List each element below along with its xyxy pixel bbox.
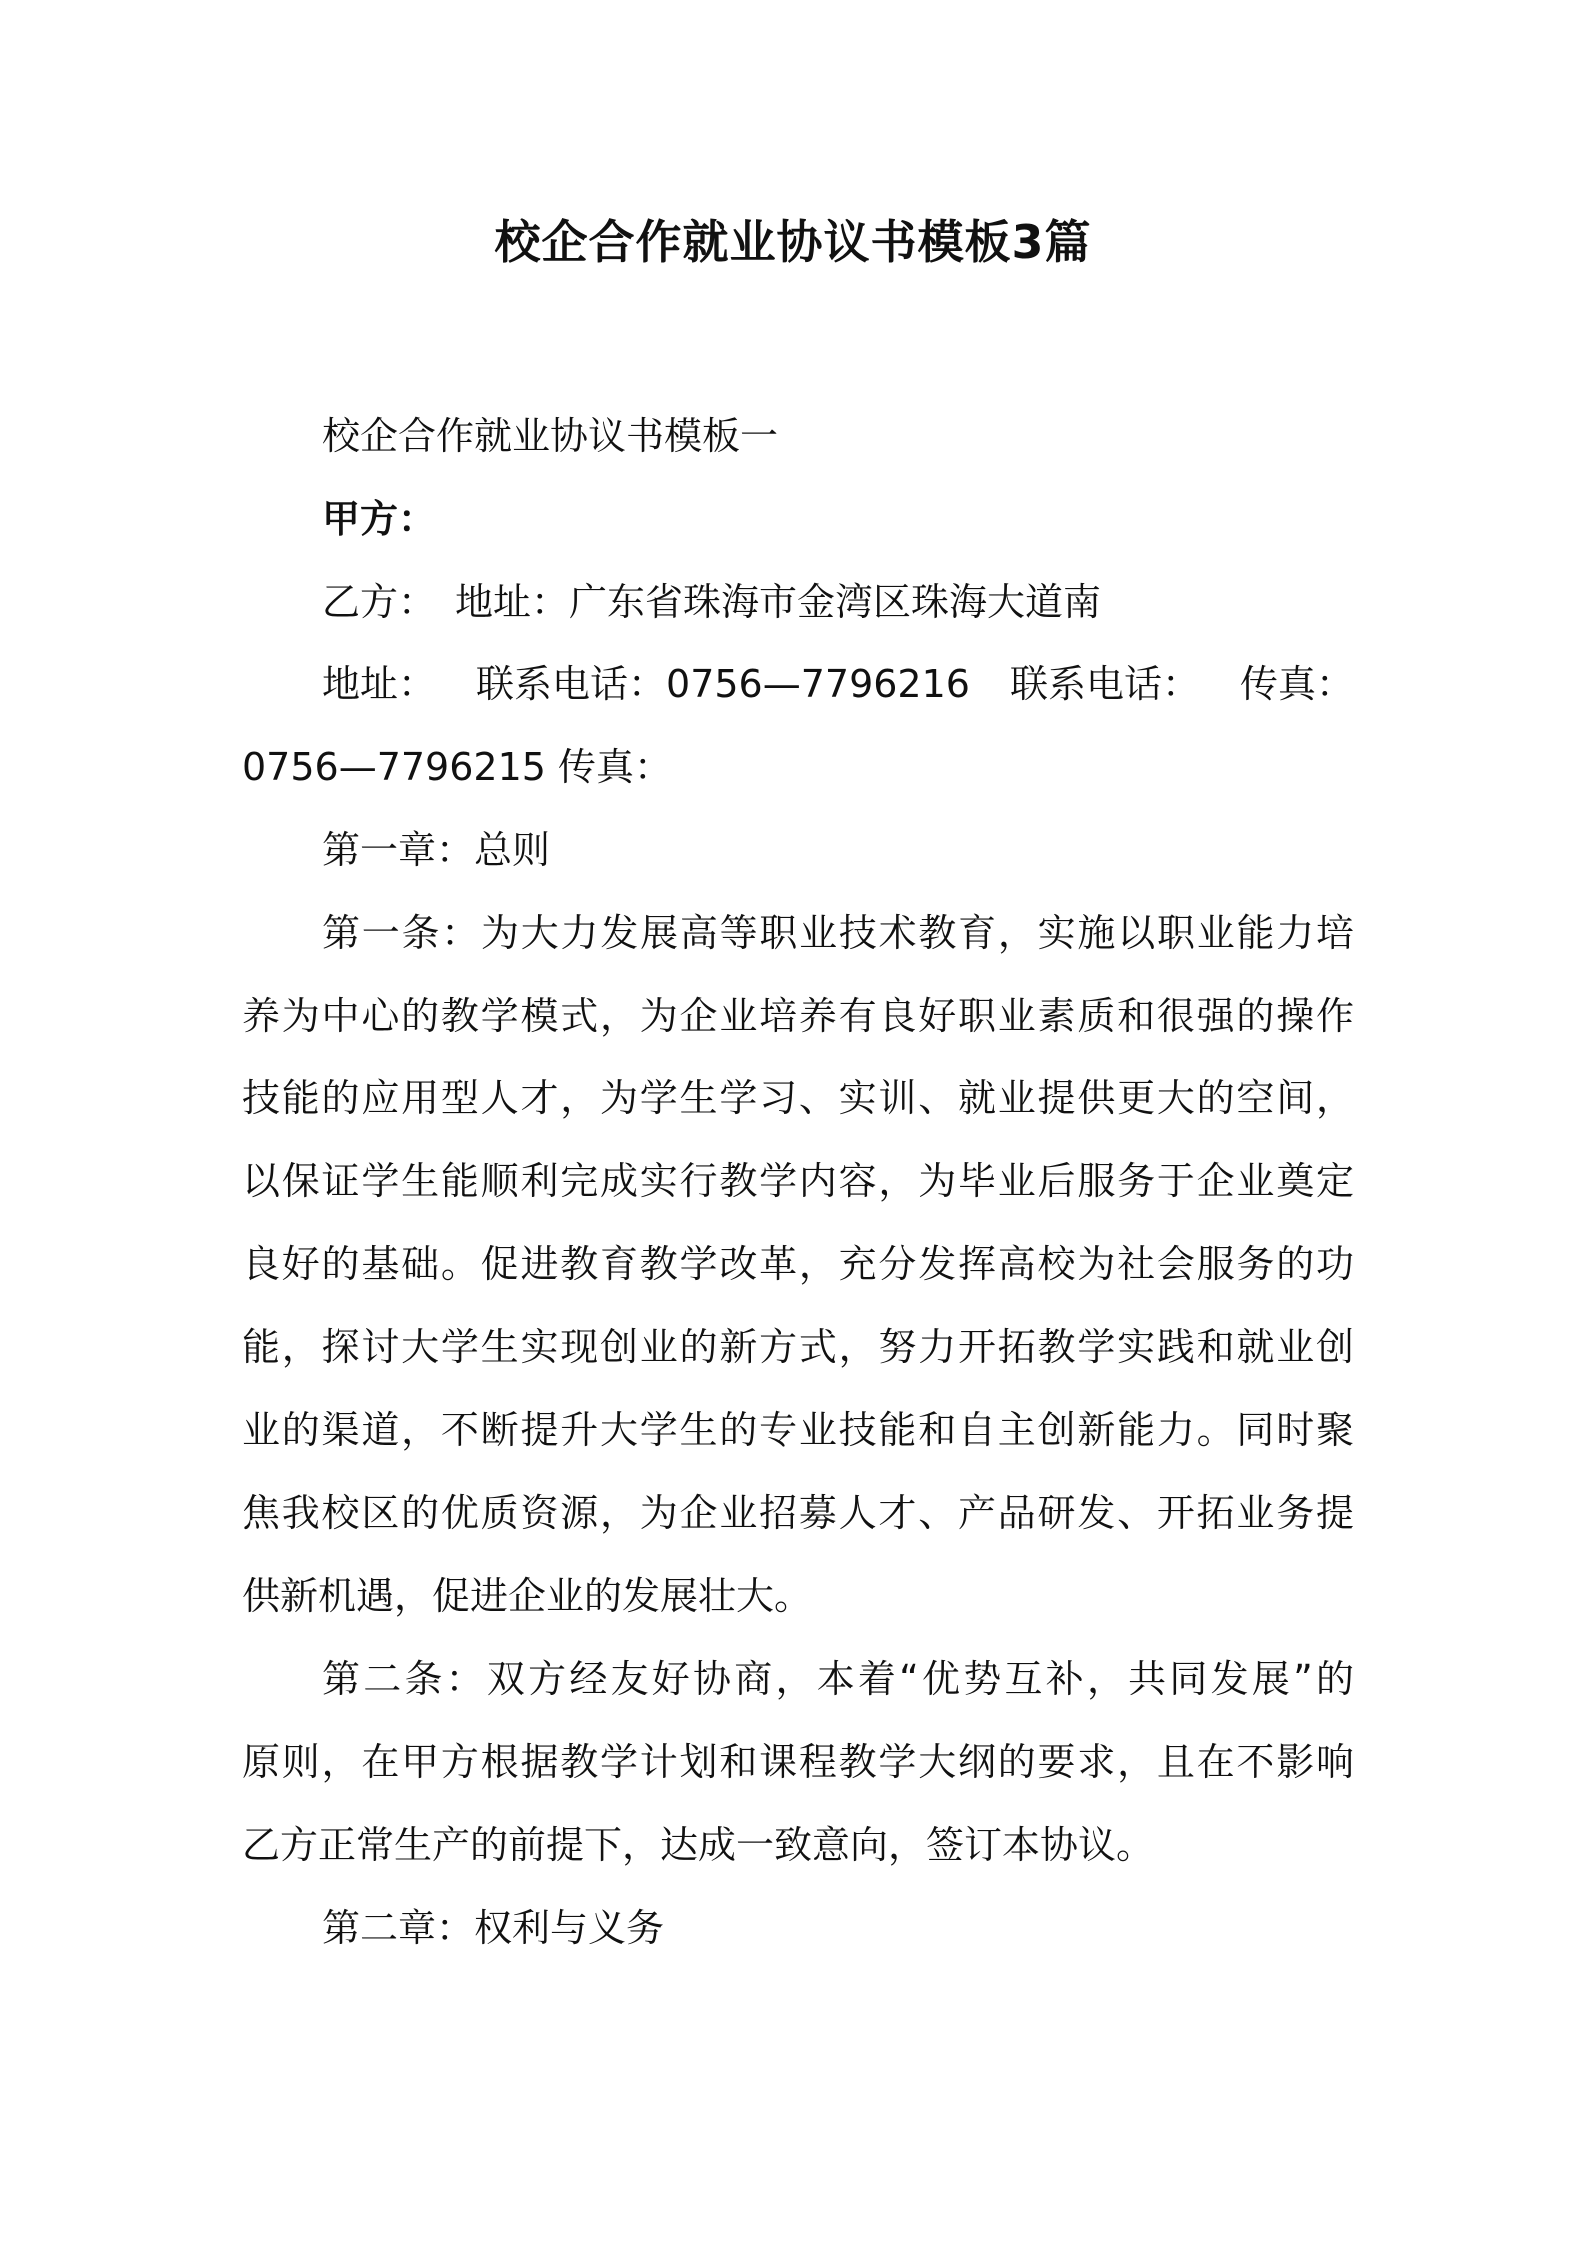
article-1-line: 以保证学生能顺利完成实行教学内容，为毕业后服务于企业奠定 [242, 1159, 1354, 1203]
article-1-line: 养为中心的教学模式，为企业培养有良好职业素质和很强的操作 [242, 994, 1354, 1038]
article-1-line: 技能的应用型人才，为学生学习、实训、就业提供更大的空间， [242, 1076, 1354, 1120]
chapter-heading-rights: 第二章：权利与义务 [322, 1906, 665, 1950]
party-a-label: 甲方： [322, 497, 437, 541]
address-label: 地址： [322, 662, 437, 706]
article-1-line: 良好的基础。促进教育教学改革，充分发挥高校为社会服务的功 [242, 1242, 1354, 1286]
document-title: 校企合作就业协议书模板3篇 [494, 215, 1092, 269]
article-1-line: 供新机遇，促进企业的发展壮大。 [242, 1574, 813, 1618]
article-1-line: 业的渠道，不断提升大学生的专业技能和自主创新能力。同时聚 [242, 1408, 1354, 1452]
article-2-line: 原则，在甲方根据教学计划和课程教学大纲的要求，且在不影响 [242, 1740, 1354, 1784]
article-2-line: 第二条：双方经友好协商，本着“优势互补，共同发展”的 [322, 1657, 1354, 1701]
agreement-subtitle: 校企合作就业协议书模板一 [322, 414, 779, 458]
party-b-address-line: 乙方： 地址：广东省珠海市金湾区珠海大道南 [322, 580, 1102, 624]
party-a-phone-label: 联系电话： [1009, 662, 1200, 706]
party-a-fax-label: 传真： [1239, 662, 1354, 706]
article-1-line: 焦我校区的优质资源，为企业招募人才、产品研发、开拓业务提 [242, 1491, 1354, 1535]
chapter-heading-general: 第一章：总则 [322, 828, 551, 872]
party-b-phone: 联系电话：0756—7796216 [476, 662, 970, 706]
article-2-line: 乙方正常生产的前提下，达成一致意向，签订本协议。 [242, 1823, 1155, 1867]
article-1-line: 第一条：为大力发展高等职业技术教育，实施以职业能力培 [322, 911, 1354, 955]
contact-line [322, 658, 1354, 710]
fax-line: 0756—7796215 传真： [242, 745, 673, 789]
article-1-line: 能，探讨大学生实现创业的新方式，努力开拓教学实践和就业创 [242, 1325, 1354, 1369]
